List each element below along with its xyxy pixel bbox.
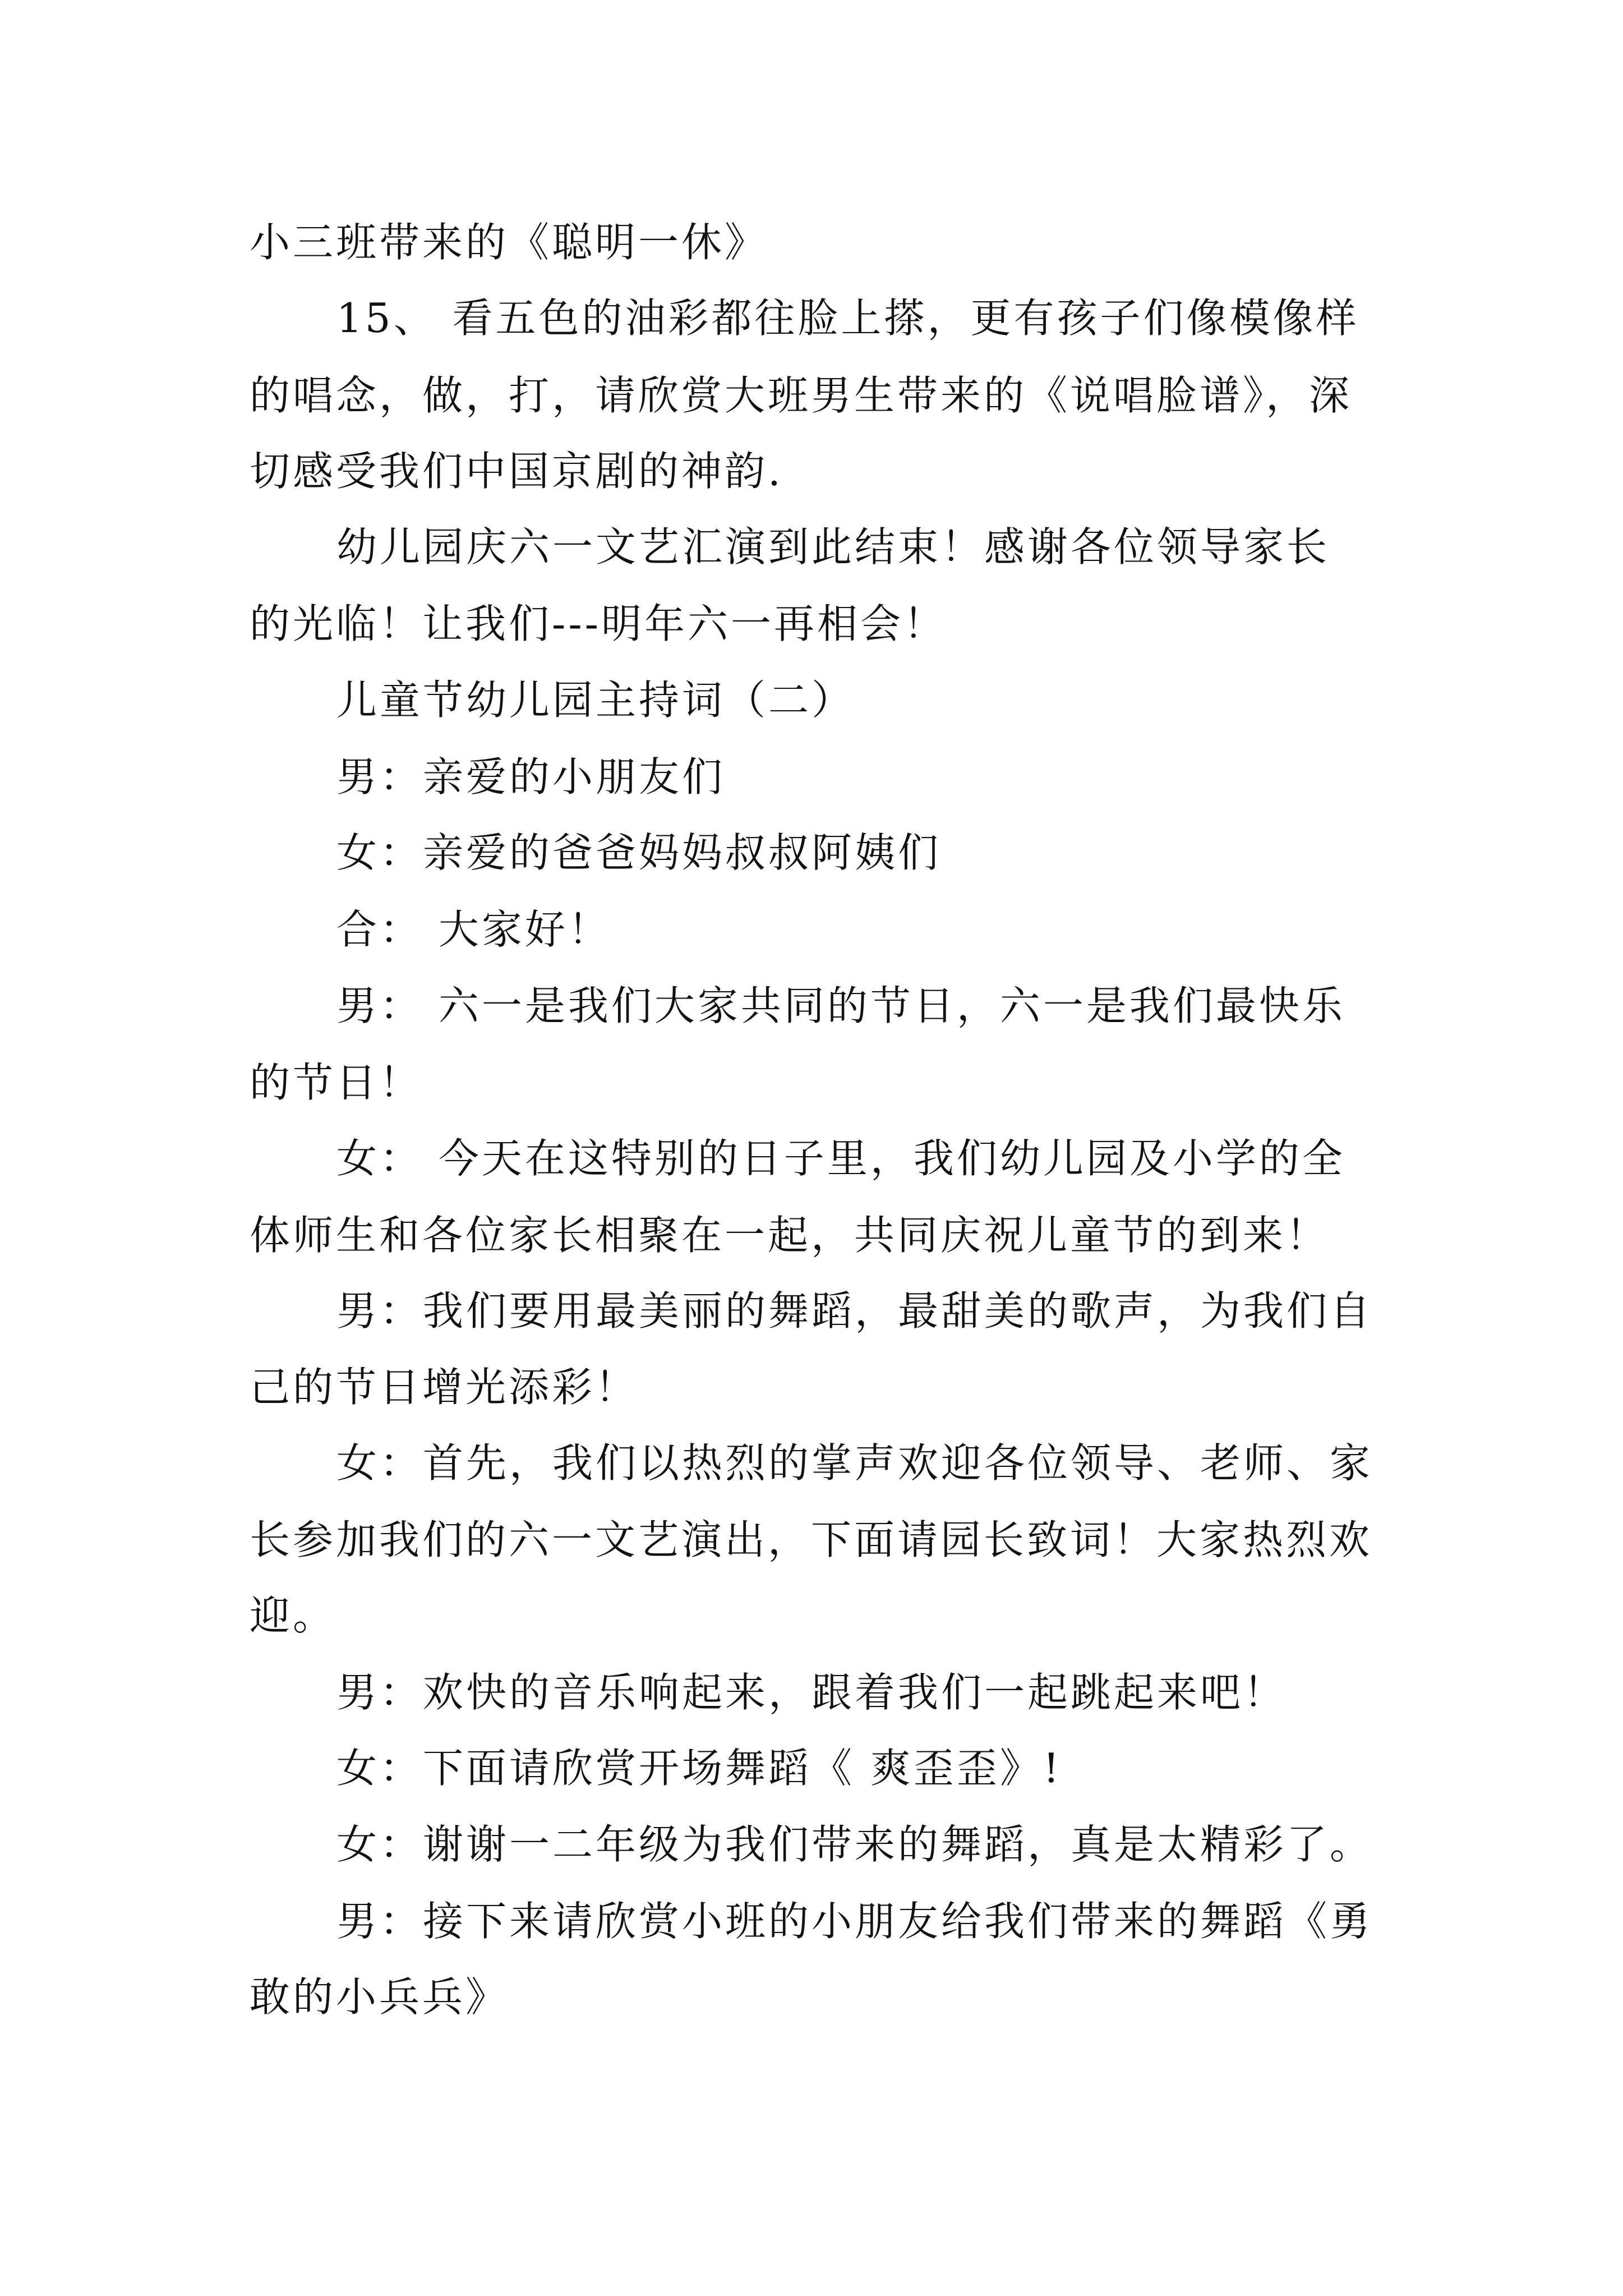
text-line: 迎。 [250,1592,336,1639]
text-line: 敢的小兵兵》 [250,1973,509,2021]
section-heading: 儿童节幼儿园主持词（二） [336,677,855,724]
text-line: 男： 六一是我们大家共同的节日，六一是我们最快乐 [336,982,1345,1029]
text-line: 女：下面请欣赏开场舞蹈《 爽歪歪》! [336,1745,1062,1792]
text-line: 女：亲爱的爸爸妈妈叔叔阿姨们 [336,829,942,876]
text-line: 己的节日增光添彩！ [250,1364,639,1411]
text-line: 男：欢快的音乐响起来，跟着我们一起跳起来吧！ [336,1669,1287,1716]
text-line: 体师生和各位家长相聚在一起，共同庆祝儿童节的到来！ [250,1212,1330,1259]
text-line: 15、 看五色的油彩都往脸上搽，更有孩子们像模像样 [336,295,1359,342]
text-line: 的光临！让我们---明年六一再相会！ [250,600,947,647]
text-line: 女：首先，我们以热烈的掌声欢迎各位领导、老师、家 [336,1439,1373,1487]
text-line: 男：接下来请欣赏小班的小朋友给我们带来的舞蹈《勇 [336,1898,1373,1945]
text-line: 切感受我们中国京剧的神韵. [250,448,783,495]
text-line: 合： 大家好！ [336,906,611,953]
text-line: 女：谢谢一二年级为我们带来的舞蹈，真是太精彩了。 [336,1821,1373,1868]
text-line: 女： 今天在这特别的日子里，我们幼儿园及小学的全 [336,1135,1345,1182]
text-line: 长参加我们的六一文艺演出，下面请园长致词！大家热烈欢 [250,1516,1373,1563]
text-line: 小三班带来的《聪明一休》 [250,219,768,266]
text-line: 的唱念，做，打，请欣赏大班男生带来的《说唱脸谱》，深 [250,372,1353,419]
text-line: 男：我们要用最美丽的舞蹈，最甜美的歌声，为我们自 [336,1287,1373,1335]
text-line: 男：亲爱的小朋友们 [336,753,726,800]
text-line: 的节日！ [250,1059,423,1106]
text-line: 幼儿园庆六一文艺汇演到此结束！感谢各位领导家长 [336,523,1330,570]
